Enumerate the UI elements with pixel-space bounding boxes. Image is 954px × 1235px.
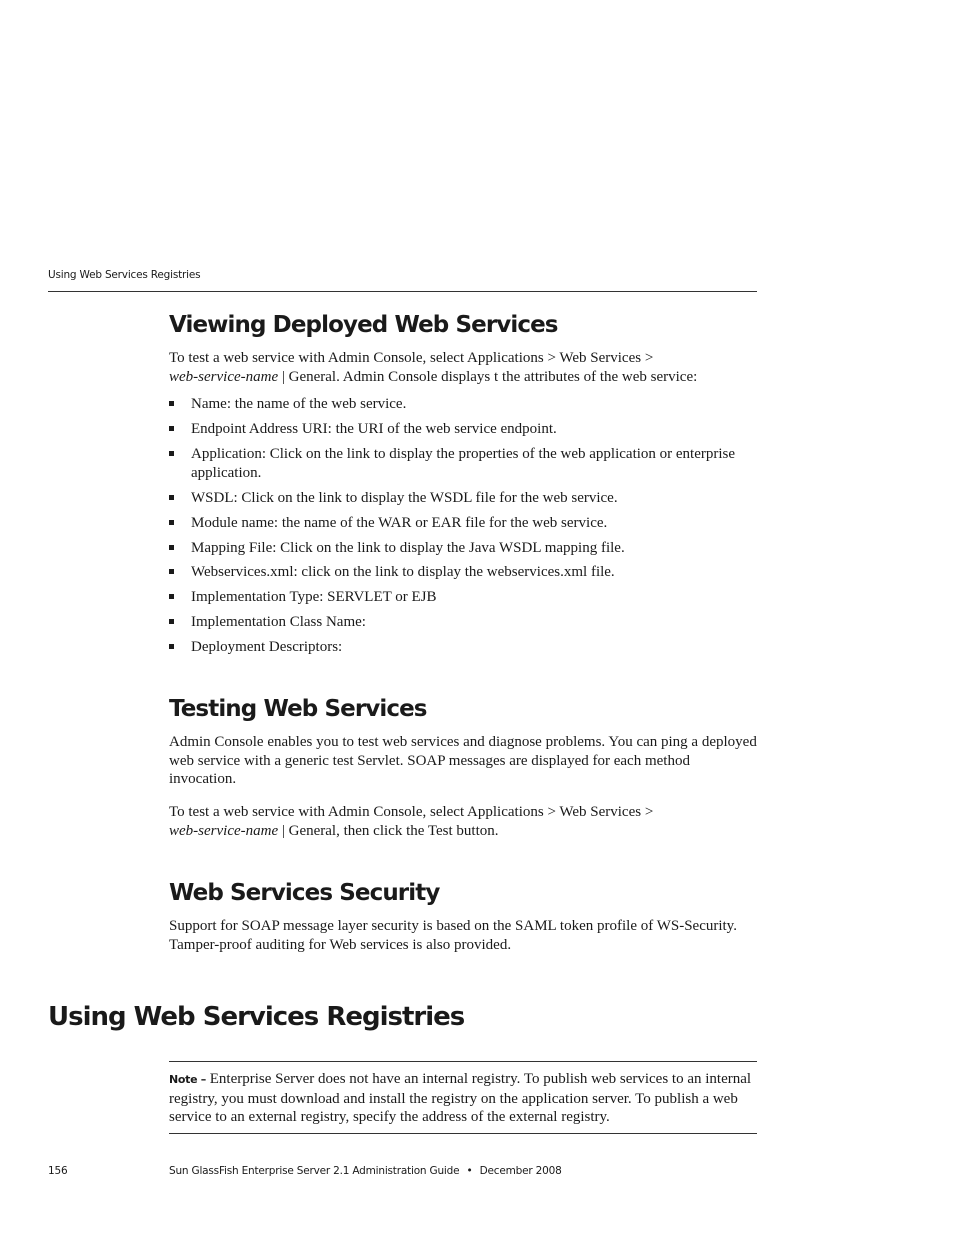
viewing-intro-text-1: To test a web service with Admin Console, select Applications > Web Services > xyxy=(169,350,654,366)
running-header: Using Web Services Registries xyxy=(48,269,201,281)
note-body: Enterprise Server does not have an internal registry. To publish web services to an internal registry, you must download and install the registry on the application server. To publish a web service to an external registry, specify the address of the external registry. xyxy=(169,1071,752,1126)
note-box xyxy=(169,1061,757,1134)
bullet-square-icon xyxy=(169,545,174,550)
bullet-square-icon xyxy=(169,644,174,649)
viewing-intro xyxy=(169,349,757,386)
list-item: Module name: the name of the WAR or EAR file for the web service. xyxy=(169,514,757,533)
page-number: 156 xyxy=(48,1165,68,1177)
list-item: Endpoint Address URI: the URI of the web service endpoint. xyxy=(169,420,757,439)
bullet-square-icon xyxy=(169,426,174,431)
bullet-square-icon xyxy=(169,619,174,624)
publication-date: December 2008 xyxy=(479,1165,562,1177)
testing-para-1: Admin Console enables you to test web services and diagnose problems. You can ping a deployed web service with a generic test Servlet. SOAP messages are displayed for each method invocation. xyxy=(169,734,757,788)
footer-text xyxy=(169,1165,562,1177)
bullet-square-icon xyxy=(169,520,174,525)
list-item: Name: the name of the web service. xyxy=(169,395,757,414)
testing-para-2-text-1: To test a web service with Admin Console, select Applications > Web Services > xyxy=(169,804,654,821)
list-item: Application: Click on the link to display the properties of the web application or enterprise application. xyxy=(169,445,757,482)
testing-para-2-text-2: | General, then click the Test button. xyxy=(278,822,499,839)
heading-viewing: Viewing Deployed Web Services xyxy=(169,312,558,338)
bullet-square-icon xyxy=(169,569,174,574)
testing-para-2 xyxy=(169,803,757,840)
heading-security: Web Services Security xyxy=(169,880,440,906)
viewing-intro-text-2: | General. Admin Console displays t the attributes of the web service: xyxy=(278,368,698,385)
list-item: Mapping File: Click on the link to display the Java WSDL mapping file. xyxy=(169,539,757,558)
bullet-square-icon xyxy=(169,495,174,500)
bullet-square-icon xyxy=(169,451,174,456)
note-label: Note – xyxy=(169,1073,207,1086)
section-viewing xyxy=(169,312,757,663)
security-para: Support for SOAP message layer security is based on the SAML token profile of WS-Security. Tamper-proof auditing for Web services is also provided. xyxy=(169,918,737,953)
list-item: Deployment Descriptors: xyxy=(169,638,757,657)
note-text xyxy=(169,1070,757,1127)
list-item: Implementation Class Name: xyxy=(169,613,757,632)
testing-para-2-italic: web-service-name xyxy=(169,822,279,839)
section-testing xyxy=(169,696,757,841)
heading-registries: Using Web Services Registries xyxy=(48,1002,465,1032)
section-security xyxy=(169,880,757,954)
footer-separator: • xyxy=(466,1165,473,1177)
header-rule xyxy=(48,291,757,292)
heading-testing: Testing Web Services xyxy=(169,696,427,722)
book-title: Sun GlassFish Enterprise Server 2.1 Administration Guide xyxy=(169,1165,460,1177)
bullet-square-icon xyxy=(169,594,174,599)
list-item: Implementation Type: SERVLET or EJB xyxy=(169,588,757,607)
list-item: WSDL: Click on the link to display the WSDL file for the web service. xyxy=(169,489,757,508)
list-item: Webservices.xml: click on the link to display the webservices.xml file. xyxy=(169,563,757,582)
attribute-list xyxy=(169,395,757,656)
bullet-square-icon xyxy=(169,401,174,406)
viewing-intro-italic: web-service-name xyxy=(169,368,279,385)
